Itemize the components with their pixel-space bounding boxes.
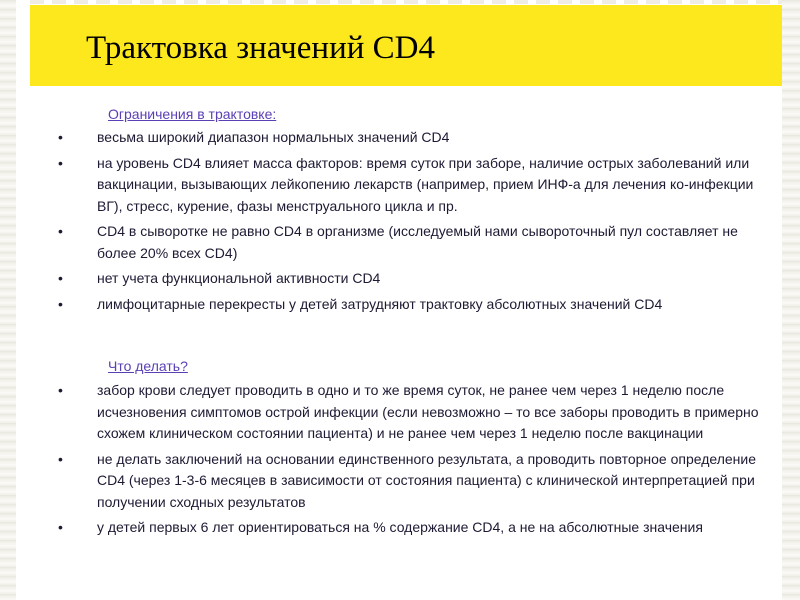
list-item-text: забор крови следует проводить в одно и то же время суток, не ранее чем через 1 неделю после исчезновения симптомов острой инфекции (если невозможно – то все заборы проводить в примерно схожем клиническом состоянии пациента) и не ранее чем через 1 неделю после вакцинации (97, 382, 759, 441)
bullet-marker: • (58, 450, 63, 467)
bullet-marker: • (58, 295, 63, 312)
list-item-text: на уровень CD4 влияет масса факторов: время суток при заборе, наличие острых заболеваний или вакцинации, вызывающих лейкопению лекарств (например, прием ИНФ-а для лечения ко-инфекции ВГ), стресс, курение, фазы менструального цикла и пр. (97, 154, 754, 214)
list-item (0, 127, 780, 149)
list-item-text: CD4 в сыворотке не равно CD4 в организме (исследуемый нами сывороточный пул составляет не более 20% всех CD4) (97, 223, 738, 261)
bullet-marker: • (58, 223, 63, 239)
limitations-list (0, 127, 800, 319)
list-item-text: нет учета функциональной активности CD4 (97, 270, 381, 286)
slide-title: Трактовка значений CD4 (86, 30, 435, 66)
top-edge-decoration (30, 0, 782, 4)
bullet-marker: • (58, 270, 63, 286)
list-item (0, 380, 780, 445)
list-item-text: весьма широкий диапазон нормальных значений CD4 (97, 129, 450, 145)
list-item (0, 221, 780, 264)
list-item (0, 294, 780, 316)
list-item-text: не делать заключений на основании единственного результата, а проводить повторное определение CD4 (через 1-3-6 месяцев в зависимости от состояния пациента) с клинической интерпретацией при получении сходных результатов (97, 450, 757, 510)
list-item (0, 449, 780, 514)
list-item-text: лимфоцитарные перекресты у детей затрудняют трактовку абсолютных значений CD4 (97, 295, 663, 312)
bullet-marker: • (58, 129, 63, 145)
list-item-text: у детей первых 6 лет ориентироваться на % содержание CD4, а не на абсолютные значения (97, 519, 703, 535)
actions-list (0, 380, 800, 543)
bullet-marker: • (58, 154, 63, 171)
list-item (0, 517, 780, 539)
section-heading-what-to-do: Что делать? (108, 358, 188, 374)
list-item (0, 268, 780, 290)
bullet-marker: • (58, 382, 63, 398)
section-heading-limitations: Ограничения в трактовке: (108, 106, 277, 122)
bullet-marker: • (58, 519, 63, 535)
list-item (0, 153, 780, 218)
